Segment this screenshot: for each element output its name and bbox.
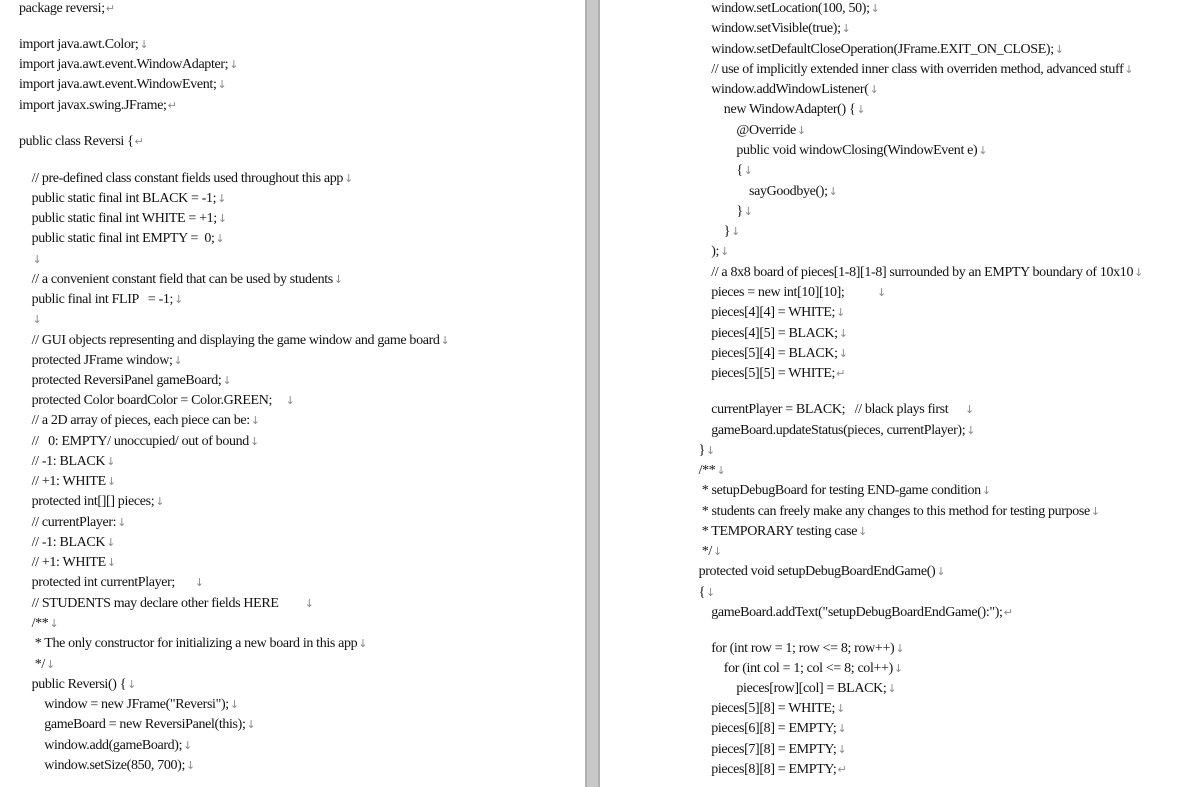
code-line bbox=[19, 574, 204, 592]
paragraph-mark-icon: ↓ bbox=[712, 545, 722, 558]
code-line-text: } bbox=[686, 224, 731, 239]
code-line bbox=[19, 251, 41, 269]
code-line bbox=[686, 203, 753, 221]
code-line-text: } bbox=[686, 443, 705, 458]
code-line-text: // GUI objects representing and displaying the game window and game board bbox=[19, 333, 440, 348]
code-line-text: pieces[7][8] = EMPTY; bbox=[686, 742, 837, 757]
code-line-text: * TEMPORARY testing case bbox=[686, 524, 858, 539]
paragraph-mark-icon: ↓ bbox=[837, 722, 847, 735]
code-line-text: window.setLocation(100, 50); bbox=[686, 1, 870, 16]
paragraph-mark-icon: ↓ bbox=[936, 565, 946, 578]
paragraph-mark-icon: ↓ bbox=[117, 516, 127, 529]
paragraph-mark-icon: ↓ bbox=[838, 327, 848, 340]
code-line-text: for (int row = 1; row <= 8; row++) bbox=[686, 641, 895, 656]
paragraph-mark-icon: ↓ bbox=[1090, 505, 1100, 518]
code-line bbox=[19, 311, 41, 329]
paragraph-mark-icon: ↵ bbox=[836, 367, 845, 380]
paragraph-mark-icon: ↵ bbox=[1003, 606, 1013, 619]
code-line bbox=[19, 696, 239, 714]
code-line bbox=[19, 656, 55, 674]
code-line-text: */ bbox=[19, 657, 45, 672]
paragraph-mark-icon: ↓ bbox=[858, 525, 867, 538]
paragraph-mark-icon: ↓ bbox=[895, 642, 905, 655]
paragraph-mark-icon: ↓ bbox=[743, 205, 753, 218]
code-line bbox=[686, 462, 725, 480]
paragraph-mark-icon: ↓ bbox=[139, 38, 149, 51]
code-line bbox=[19, 372, 231, 390]
code-line-text: pieces[8][8] = EMPTY; bbox=[686, 762, 837, 777]
code-line bbox=[686, 422, 975, 440]
code-line bbox=[19, 210, 227, 228]
code-line bbox=[19, 635, 367, 653]
paragraph-mark-icon: ↓ bbox=[841, 22, 851, 35]
paragraph-mark-icon: ↓ bbox=[837, 743, 847, 756]
code-line-text: pieces[4][5] = BLACK; bbox=[686, 326, 838, 341]
code-line bbox=[19, 453, 115, 471]
code-line bbox=[686, 345, 848, 363]
code-line-text: // use of implicitly extended inner class with overriden method, advanced stuff bbox=[686, 62, 1124, 77]
code-line-text: // 0: EMPTY/ unoccupied/ out of bound bbox=[19, 434, 249, 449]
code-line bbox=[19, 433, 259, 451]
code-line bbox=[686, 122, 806, 140]
paragraph-mark-icon: ↓ bbox=[285, 394, 295, 407]
code-line bbox=[686, 304, 845, 322]
code-line-text: public Reversi() { bbox=[19, 677, 127, 692]
code-line-text: gameBoard = new ReversiPanel(this); bbox=[19, 717, 246, 732]
paragraph-mark-icon: ↓ bbox=[304, 597, 314, 610]
code-line bbox=[686, 162, 753, 180]
code-line-text: window.setDefaultCloseOperation(JFrame.EXIT_ON_CLOSE); bbox=[686, 42, 1054, 57]
paragraph-mark-icon: ↓ bbox=[720, 245, 729, 258]
paragraph-mark-icon: ↓ bbox=[1134, 266, 1143, 279]
code-line bbox=[686, 223, 740, 241]
code-line-text: protected ReversiPanel gameBoard; bbox=[19, 373, 222, 388]
code-line-text: pieces = new int[10][10]; bbox=[686, 285, 876, 300]
paragraph-mark-icon: ↓ bbox=[796, 124, 806, 137]
code-line-text: pieces[6][8] = EMPTY; bbox=[686, 721, 837, 736]
paragraph-mark-icon: ↓ bbox=[856, 103, 866, 116]
code-line bbox=[19, 392, 295, 410]
code-line bbox=[686, 20, 851, 38]
code-line bbox=[19, 473, 116, 491]
paragraph-mark-icon: ↓ bbox=[250, 414, 260, 427]
paragraph-mark-icon: ↓ bbox=[838, 347, 848, 360]
paragraph-mark-icon: ↓ bbox=[870, 2, 880, 15]
code-line bbox=[686, 0, 880, 18]
code-line-text: pieces[5][4] = BLACK; bbox=[686, 346, 838, 361]
paragraph-mark-icon: ↓ bbox=[716, 464, 726, 477]
code-line-text: // pre-defined class constant fields used throughout this app bbox=[19, 171, 344, 186]
code-line bbox=[19, 352, 182, 370]
paragraph-mark-icon: ↓ bbox=[893, 662, 903, 675]
code-line bbox=[19, 291, 183, 309]
code-line bbox=[686, 365, 845, 383]
document-page-right bbox=[600, 0, 1202, 787]
code-line bbox=[19, 716, 255, 734]
code-line bbox=[686, 243, 729, 261]
paragraph-mark-icon: ↓ bbox=[358, 637, 368, 650]
paragraph-mark-icon: ↓ bbox=[174, 293, 183, 306]
code-line bbox=[686, 264, 1143, 282]
code-line bbox=[686, 660, 903, 678]
code-line-text: new WindowAdapter() { bbox=[686, 102, 856, 117]
code-line bbox=[686, 503, 1100, 521]
paragraph-mark-icon: ↓ bbox=[49, 617, 59, 630]
code-line-text: // a 2D array of pieces, each piece can be: bbox=[19, 413, 250, 428]
document-page-left bbox=[0, 0, 585, 787]
code-line-text: window.setSize(850, 700); bbox=[19, 758, 186, 773]
code-line bbox=[19, 757, 195, 775]
code-line-text: pieces[row][col] = BLACK; bbox=[686, 681, 887, 696]
code-line bbox=[19, 133, 143, 151]
code-line bbox=[686, 482, 991, 500]
paragraph-mark-icon: ↓ bbox=[828, 185, 838, 198]
paragraph-mark-icon: ↓ bbox=[155, 495, 165, 508]
code-line-text: { bbox=[686, 585, 705, 600]
paragraph-mark-icon: ↓ bbox=[194, 576, 204, 589]
paragraph-mark-icon: ↓ bbox=[186, 759, 195, 772]
code-line-text: for (int col = 1; col <= 8; col++) bbox=[686, 661, 893, 676]
code-line bbox=[19, 615, 58, 633]
paragraph-mark-icon: ↓ bbox=[836, 702, 845, 715]
code-line-text: */ bbox=[686, 544, 712, 559]
paragraph-mark-icon: ↓ bbox=[440, 334, 450, 347]
paragraph-mark-icon: ↓ bbox=[217, 192, 227, 205]
paragraph-mark-icon: ↓ bbox=[173, 354, 183, 367]
code-line bbox=[19, 595, 314, 613]
code-line-text: public static final int EMPTY = 0; bbox=[19, 231, 215, 246]
code-line-text: pieces[5][5] = WHITE; bbox=[686, 366, 836, 381]
code-line-text: * students can freely make any changes to this method for testing purpose bbox=[686, 504, 1090, 519]
code-line bbox=[19, 737, 192, 755]
paragraph-mark-icon: ↓ bbox=[966, 424, 976, 437]
code-line bbox=[686, 442, 715, 460]
code-line-text: window.add(gameBoard); bbox=[19, 738, 183, 753]
code-line-text: protected Color boardColor = Color.GREEN; bbox=[19, 393, 285, 408]
code-line-text: public void windowClosing(WindowEvent e) bbox=[686, 143, 978, 158]
code-line bbox=[19, 0, 115, 18]
code-line bbox=[686, 401, 974, 419]
code-line-text: import javax.swing.JFrame; bbox=[19, 98, 167, 113]
code-line bbox=[686, 720, 846, 738]
code-line bbox=[686, 604, 1012, 622]
paragraph-mark-icon: ↓ bbox=[836, 306, 845, 319]
paragraph-mark-icon: ↵ bbox=[167, 99, 177, 112]
code-line-text: // STUDENTS may declare other fields HERE bbox=[19, 596, 304, 611]
code-line-text: /** bbox=[686, 463, 716, 478]
code-line bbox=[19, 36, 148, 54]
code-line bbox=[686, 142, 987, 160]
code-line bbox=[19, 97, 176, 115]
code-line bbox=[19, 493, 164, 511]
code-line-text: sayGoodbye(); bbox=[686, 184, 828, 199]
code-line-text: // +1: WHITE bbox=[19, 474, 106, 489]
paragraph-mark-icon: ↓ bbox=[222, 374, 232, 387]
paragraph-mark-icon: ↓ bbox=[229, 698, 239, 711]
paragraph-mark-icon: ↵ bbox=[837, 763, 847, 776]
code-line bbox=[686, 563, 945, 581]
code-line-text: pieces[4][4] = WHITE; bbox=[686, 305, 836, 320]
code-line-text: gameBoard.updateStatus(pieces, currentPlayer); bbox=[686, 423, 966, 438]
code-line-text: import java.awt.event.WindowEvent; bbox=[19, 77, 217, 92]
paragraph-mark-icon: ↓ bbox=[743, 164, 753, 177]
code-line-text: // a 8x8 board of pieces[1-8][1-8] surrounded by an EMPTY boundary of 10x10 bbox=[686, 265, 1134, 280]
code-line-text: package reversi; bbox=[19, 1, 105, 16]
paragraph-mark-icon: ↓ bbox=[887, 682, 897, 695]
paragraph-mark-icon: ↓ bbox=[32, 253, 42, 266]
paragraph-mark-icon: ↓ bbox=[965, 403, 974, 416]
paragraph-mark-icon: ↓ bbox=[106, 455, 116, 468]
paragraph-mark-icon: ↓ bbox=[978, 144, 988, 157]
paragraph-mark-icon: ↵ bbox=[105, 2, 115, 15]
code-line-text: protected void setupDebugBoardEndGame() bbox=[686, 564, 936, 579]
code-line-text: protected int[][] pieces; bbox=[19, 494, 155, 509]
code-line bbox=[19, 76, 226, 94]
paragraph-mark-icon: ↓ bbox=[229, 58, 239, 71]
code-line bbox=[686, 523, 867, 541]
code-line-text bbox=[19, 252, 32, 267]
code-line bbox=[686, 640, 904, 658]
paragraph-mark-icon: ↓ bbox=[344, 172, 353, 185]
code-line bbox=[686, 584, 715, 602]
paragraph-mark-icon: ↓ bbox=[981, 484, 991, 497]
code-line bbox=[19, 534, 115, 552]
code-line bbox=[19, 230, 224, 248]
code-line-text: pieces[5][8] = WHITE; bbox=[686, 701, 836, 716]
paragraph-mark-icon: ↓ bbox=[106, 556, 116, 569]
paragraph-mark-icon: ↓ bbox=[215, 232, 225, 245]
code-line bbox=[19, 514, 126, 532]
code-line bbox=[19, 170, 353, 188]
code-line bbox=[686, 284, 886, 302]
code-line-text bbox=[19, 312, 32, 327]
code-line bbox=[686, 543, 722, 561]
code-line bbox=[19, 676, 136, 694]
code-line bbox=[19, 332, 449, 350]
code-line bbox=[686, 761, 846, 779]
paragraph-mark-icon: ↵ bbox=[134, 135, 144, 148]
code-line bbox=[686, 741, 846, 759]
code-line-text: ); bbox=[686, 244, 720, 259]
paragraph-mark-icon: ↓ bbox=[869, 83, 879, 96]
paragraph-mark-icon: ↓ bbox=[876, 286, 886, 299]
code-line-text: // +1: WHITE bbox=[19, 555, 106, 570]
code-line bbox=[19, 412, 260, 430]
code-line-text: protected JFrame window; bbox=[19, 353, 173, 368]
code-line-text: import java.awt.event.WindowAdapter; bbox=[19, 57, 229, 72]
code-line-text: @Override bbox=[686, 123, 796, 138]
paragraph-mark-icon: ↓ bbox=[333, 273, 343, 286]
code-line-text: // -1: BLACK bbox=[19, 535, 106, 550]
code-line-text: // -1: BLACK bbox=[19, 454, 106, 469]
paragraph-mark-icon: ↓ bbox=[217, 78, 227, 91]
paragraph-mark-icon: ↓ bbox=[249, 435, 259, 448]
paragraph-mark-icon: ↓ bbox=[106, 536, 116, 549]
code-line-text: import java.awt.Color; bbox=[19, 37, 139, 52]
code-line bbox=[686, 680, 896, 698]
paragraph-mark-icon: ↓ bbox=[705, 444, 715, 457]
code-line-text: { bbox=[686, 163, 743, 178]
paragraph-mark-icon: ↓ bbox=[246, 718, 256, 731]
paragraph-mark-icon: ↓ bbox=[217, 212, 227, 225]
code-line-text: protected int currentPlayer; bbox=[19, 575, 194, 590]
paragraph-mark-icon: ↓ bbox=[731, 225, 741, 238]
code-line-text: window = new JFrame("Reversi"); bbox=[19, 697, 229, 712]
code-line bbox=[686, 325, 848, 343]
code-line bbox=[19, 554, 116, 572]
code-line-text: // a convenient constant field that can be used by students bbox=[19, 272, 333, 287]
code-line-text: /** bbox=[19, 616, 49, 631]
paragraph-mark-icon: ↓ bbox=[1054, 43, 1064, 56]
page-gutter bbox=[585, 0, 600, 787]
paragraph-mark-icon: ↓ bbox=[705, 586, 715, 599]
code-line-text: public final int FLIP = -1; bbox=[19, 292, 174, 307]
code-line bbox=[19, 56, 238, 74]
code-line bbox=[686, 81, 878, 99]
paragraph-mark-icon: ↓ bbox=[127, 678, 136, 691]
code-line-text: } bbox=[686, 204, 743, 219]
code-line bbox=[686, 700, 845, 718]
code-line-text: window.setVisible(true); bbox=[686, 21, 841, 36]
code-line-text: gameBoard.addText("setupDebugBoardEndGame():"); bbox=[686, 605, 1003, 620]
code-line-text: currentPlayer = BLACK; // black plays first bbox=[686, 402, 965, 417]
code-line-text: public static final int BLACK = -1; bbox=[19, 191, 217, 206]
code-line bbox=[686, 61, 1133, 79]
code-line-text: * setupDebugBoard for testing END-game condition bbox=[686, 483, 981, 498]
code-line bbox=[686, 101, 865, 119]
paragraph-mark-icon: ↓ bbox=[183, 739, 193, 752]
code-line bbox=[19, 190, 226, 208]
code-line-text: window.addWindowListener( bbox=[686, 82, 869, 97]
paragraph-mark-icon: ↓ bbox=[106, 475, 116, 488]
code-line bbox=[686, 183, 838, 201]
code-line-text: // currentPlayer: bbox=[19, 515, 117, 530]
code-line-text: * The only constructor for initializing a new board in this app bbox=[19, 636, 358, 651]
code-line bbox=[686, 41, 1064, 59]
paragraph-mark-icon: ↓ bbox=[1124, 63, 1134, 76]
code-line-text: public static final int WHITE = +1; bbox=[19, 211, 217, 226]
code-line bbox=[19, 271, 343, 289]
paragraph-mark-icon: ↓ bbox=[45, 658, 55, 671]
code-line-text: public class Reversi { bbox=[19, 134, 134, 149]
paragraph-mark-icon: ↓ bbox=[32, 313, 42, 326]
